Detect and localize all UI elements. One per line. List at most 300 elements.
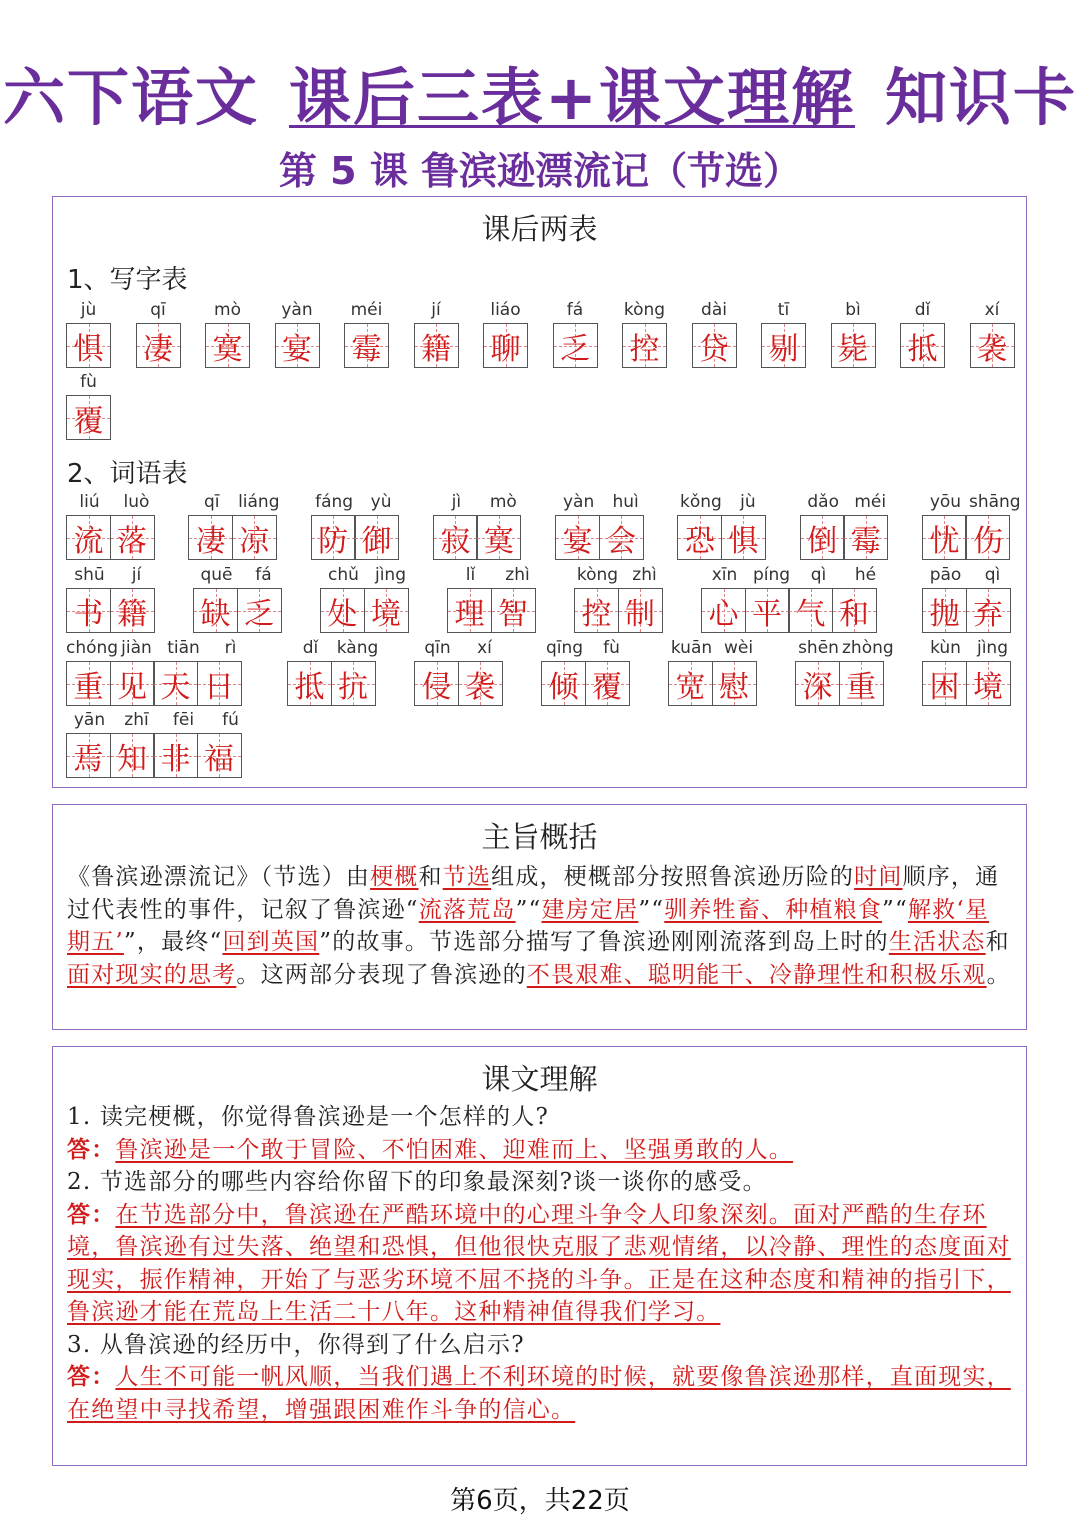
char-pinyin: dǐ — [914, 300, 931, 320]
word-char: 倒 — [807, 523, 838, 559]
key-phrase: 回到英国 — [222, 929, 320, 955]
write-char — [205, 297, 250, 368]
word-char-grid — [66, 661, 111, 706]
word-char: 惧 — [728, 523, 759, 559]
word-pinyin-syllable: kàng — [336, 638, 379, 658]
word-item — [668, 635, 762, 706]
word-char: 寞 — [483, 523, 514, 559]
char-grid — [970, 323, 1015, 368]
word-cells — [193, 588, 287, 633]
write-char — [900, 297, 945, 368]
answer-block — [67, 1361, 1013, 1426]
word-char: 寂 — [440, 523, 471, 559]
char-pinyin: méi — [350, 300, 383, 320]
theme-title: 主旨概括 — [481, 820, 598, 854]
word-char-grid — [193, 588, 238, 633]
word-item — [188, 489, 282, 560]
word-cells — [414, 661, 508, 706]
word-item — [311, 489, 405, 560]
word-item — [701, 562, 889, 633]
word-char: 侵 — [421, 669, 452, 705]
write-char — [622, 297, 667, 368]
word-pinyin — [555, 489, 649, 515]
word-pinyin-syllable: shāng — [968, 492, 1021, 512]
title-left: 六下语文 — [3, 61, 260, 134]
answer-text: 人生不可能一帆风顺，当我们遇上不利环境的时候，就要像鲁滨逊那样，直面现实，在绝望中寻找希望，增强跟困难作斗争的信心。 — [67, 1364, 1011, 1423]
write-char — [275, 297, 320, 368]
char-pinyin: jí — [431, 300, 441, 320]
word-char-grid — [110, 661, 155, 706]
word-pinyin — [795, 635, 894, 661]
word-cells — [922, 588, 1016, 633]
word-pinyin-syllable: zhòng — [842, 638, 894, 658]
word-cells — [447, 588, 541, 633]
char-pinyin: jù — [80, 300, 97, 320]
key-phrase: 不畏艰难、聪明能干、冷静理性和积极乐观 — [526, 961, 987, 988]
answer-text: 在节选部分中，鲁滨逊在严酷环境中的心理斗争令人印象深刻。面对严酷的生存环境，鲁滨逊有过失落、绝望和恐惧，但他很快克服了悲观情绪，以冷静、理性的态度面对现实，振作精神，开始了与恶劣环境不屈不挠的斗争。正是在这种态度和精神的指引下，鲁滨逊才能在荒岛上生活二十八年。这种精神值得我们学习。 — [67, 1201, 1011, 1325]
word-char-grid — [414, 661, 459, 706]
word-pinyin — [447, 562, 541, 588]
word-pinyin — [311, 489, 405, 515]
word-char-grid — [331, 661, 376, 706]
theme-text: 和 — [985, 929, 1010, 955]
write-char — [136, 297, 181, 368]
word-char-grid — [745, 588, 790, 633]
word-pinyin — [320, 562, 414, 588]
word-pinyin-syllable: liáng — [238, 492, 280, 512]
word-char-grid — [922, 588, 967, 633]
word-char: 困 — [929, 669, 960, 705]
word-char: 御 — [361, 523, 392, 559]
theme-text: 和 — [418, 864, 443, 890]
word-item — [677, 489, 771, 560]
word-pinyin-syllable: huì — [612, 492, 639, 512]
word-pinyin-syllable: wèi — [723, 638, 754, 658]
theme-text: 顺序，通过代表性的事件，记叙了鲁滨逊“ — [67, 864, 1000, 923]
char-pinyin: kòng — [623, 300, 666, 320]
tables-title: 课后两表 — [481, 212, 598, 246]
word-char: 籍 — [117, 596, 147, 632]
word-pinyin — [433, 489, 527, 515]
word-item — [555, 489, 649, 560]
char-pinyin: fù — [80, 372, 97, 392]
word-char: 宴 — [562, 523, 593, 559]
word-pinyin — [188, 489, 282, 515]
word-pinyin-syllable: kùn — [930, 638, 961, 658]
word-item — [795, 635, 894, 706]
write-char-row — [66, 297, 1039, 368]
word-pinyin-syllable: jìng — [374, 565, 406, 585]
word-item — [922, 489, 1021, 560]
theme-text: 《鲁滨逊漂流记》（节选）由 — [67, 864, 371, 890]
word-char: 重 — [73, 669, 104, 705]
word-char-grid — [574, 588, 619, 633]
word-char: 天 — [160, 669, 191, 705]
char-glyph: 凄 — [143, 331, 173, 367]
theme-text: ”“ — [638, 896, 665, 923]
word-char: 重 — [846, 669, 876, 705]
word-char: 抗 — [338, 669, 368, 705]
word-pinyin-syllable: kuān — [670, 638, 713, 658]
word-pinyin — [66, 707, 254, 733]
word-pinyin-syllable: hé — [854, 565, 877, 585]
word-char: 倾 — [548, 669, 579, 705]
word-char: 防 — [318, 523, 349, 559]
word-char: 深 — [802, 669, 833, 705]
theme-paragraph — [67, 861, 1013, 991]
char-pinyin: xí — [984, 300, 1000, 320]
char-grid — [414, 323, 459, 368]
word-pinyin-syllable: qīn — [424, 638, 451, 658]
word-item — [447, 562, 541, 633]
key-phrase: 解救‘星期五’ — [67, 896, 990, 955]
word-char: 理 — [454, 596, 485, 632]
word-char-grid — [311, 515, 356, 560]
theme-text: ”“ — [515, 896, 542, 923]
word-cells — [795, 661, 889, 706]
answer-block — [67, 1134, 1013, 1167]
word-table-title: 2、词语表 — [67, 459, 188, 489]
word-item — [66, 562, 160, 633]
word-char-grid — [843, 515, 888, 560]
word-char-grid — [555, 515, 600, 560]
word-pinyin-syllable: pāo — [929, 565, 962, 585]
theme-section — [52, 804, 1027, 1030]
word-pinyin-syllable: jù — [740, 492, 756, 512]
char-glyph: 剔 — [768, 331, 799, 367]
word-pinyin — [677, 489, 771, 515]
word-char-grid — [66, 588, 111, 633]
char-glyph: 袭 — [977, 331, 1007, 367]
word-char: 平 — [752, 596, 782, 632]
word-char: 制 — [625, 596, 655, 632]
word-pinyin-syllable: jì — [451, 492, 462, 512]
word-pinyin — [287, 635, 381, 661]
word-cells — [668, 661, 762, 706]
word-char-grid — [153, 733, 198, 778]
word-char: 覆 — [592, 669, 622, 705]
write-char — [553, 297, 598, 368]
word-pinyin-syllable: zhì — [505, 565, 530, 585]
word-pinyin-syllable: yōu — [929, 492, 962, 512]
word-pinyin-syllable: tiān — [167, 638, 200, 658]
word-cells — [320, 588, 414, 633]
char-grid — [205, 323, 250, 368]
write-char — [344, 297, 389, 368]
word-pinyin — [922, 562, 1016, 588]
char-pinyin: qī — [150, 300, 166, 320]
word-char: 知 — [117, 741, 147, 777]
word-char-grid — [668, 661, 713, 706]
word-pinyin-syllable: luò — [123, 492, 150, 512]
word-char-grid — [966, 588, 1011, 633]
word-char-grid — [458, 661, 503, 706]
write-char — [831, 297, 876, 368]
word-char: 气 — [795, 596, 826, 632]
word-item — [541, 635, 635, 706]
word-char: 恐 — [684, 523, 715, 559]
word-pinyin-syllable: xīn — [711, 565, 738, 585]
write-char — [66, 369, 111, 440]
word-pinyin-syllable: jí — [131, 565, 142, 585]
word-cells — [433, 515, 527, 560]
write-char — [66, 297, 111, 368]
word-cells — [677, 515, 771, 560]
char-grid — [483, 323, 528, 368]
word-pinyin-syllable: rì — [224, 638, 237, 658]
word-char: 焉 — [73, 741, 104, 777]
char-glyph: 控 — [629, 331, 660, 367]
word-char: 日 — [204, 669, 234, 705]
qa-section — [52, 1046, 1027, 1466]
word-char-grid — [800, 515, 845, 560]
word-char-grid — [110, 515, 155, 560]
word-pinyin-syllable: kòng — [576, 565, 619, 585]
word-pinyin-syllable: méi — [854, 492, 887, 512]
word-char: 弃 — [973, 596, 1003, 632]
word-char-grid — [712, 661, 757, 706]
word-pinyin-syllable: dǎo — [807, 492, 839, 512]
char-grid — [622, 323, 667, 368]
word-char-grid — [287, 661, 332, 706]
word-pinyin — [668, 635, 762, 661]
char-grid — [275, 323, 320, 368]
question-text: 1. 读完梗概，你觉得鲁滨逊是一个怎样的人? — [67, 1104, 549, 1130]
word-char: 抵 — [294, 669, 325, 705]
word-item — [320, 562, 414, 633]
word-char-grid — [585, 661, 630, 706]
word-char-grid — [491, 588, 536, 633]
word-char: 和 — [839, 596, 869, 632]
char-grid — [66, 395, 111, 440]
word-char-grid — [188, 515, 233, 560]
char-glyph: 覆 — [73, 403, 104, 439]
word-cells — [188, 515, 282, 560]
key-phrase: 梗概 — [370, 864, 419, 890]
theme-text: 。这两部分表现了鲁滨逊的 — [236, 961, 527, 988]
theme-text: ”的故事。节选部分描写了鲁滨逊刚刚流落到岛上时的 — [319, 929, 889, 955]
word-char-grid — [788, 588, 833, 633]
word-pinyin-syllable: yù — [370, 492, 392, 512]
word-pinyin-syllable: kǒng — [680, 492, 722, 512]
key-phrase: 面对现实的思考 — [67, 961, 237, 988]
title-right: 知识卡 — [884, 61, 1077, 134]
char-grid — [66, 323, 111, 368]
word-char-grid — [721, 515, 766, 560]
word-pinyin-syllable: qì — [810, 565, 827, 585]
theme-text: 。 — [986, 961, 1011, 988]
word-row — [66, 707, 1016, 778]
word-item — [66, 707, 254, 778]
write-char — [692, 297, 737, 368]
word-pinyin-syllable: chǔ — [328, 565, 359, 585]
tables-section — [52, 196, 1027, 788]
word-cells — [701, 588, 889, 633]
page-title — [0, 48, 1080, 137]
word-char: 缺 — [200, 596, 231, 632]
answer-label: 答： — [67, 1200, 116, 1228]
word-pinyin-syllable: zhī — [124, 710, 149, 730]
word-char-grid — [677, 515, 722, 560]
word-pinyin-syllable: lǐ — [465, 565, 476, 585]
char-grid — [831, 323, 876, 368]
word-pinyin-syllable: yàn — [562, 492, 595, 512]
word-item — [414, 635, 508, 706]
word-char: 流 — [73, 523, 104, 559]
word-pinyin-syllable: mò — [489, 492, 517, 512]
word-pinyin-syllable: qīng — [545, 638, 584, 658]
word-pinyin — [541, 635, 635, 661]
char-grid — [761, 323, 806, 368]
key-phrase: 生活状态 — [888, 929, 986, 955]
write-char — [483, 297, 528, 368]
word-cells — [287, 661, 381, 706]
word-char: 忧 — [929, 523, 960, 559]
word-char: 伤 — [972, 523, 1003, 559]
word-char-grid — [922, 515, 967, 560]
word-char: 心 — [708, 596, 739, 632]
key-phrase: 节选 — [442, 864, 492, 890]
word-char-grid — [197, 661, 242, 706]
word-char: 见 — [117, 669, 147, 705]
qa-list — [67, 1101, 1013, 1426]
word-pinyin-syllable: fēi — [172, 710, 195, 730]
word-char-grid — [447, 588, 492, 633]
word-pinyin-syllable: quē — [200, 565, 233, 585]
word-char: 慰 — [719, 669, 749, 705]
word-pinyin — [800, 489, 894, 515]
word-char-grid — [320, 588, 365, 633]
char-glyph: 抵 — [907, 331, 938, 367]
char-pinyin: fá — [566, 300, 584, 320]
write-char — [761, 297, 806, 368]
theme-text: ”“ — [882, 896, 908, 923]
char-glyph: 聊 — [490, 331, 521, 367]
word-char-grid — [618, 588, 663, 633]
word-pinyin-syllable: píng — [752, 565, 791, 585]
word-item — [922, 562, 1016, 633]
word-char-grid — [232, 515, 277, 560]
word-pinyin — [414, 635, 508, 661]
word-item — [193, 562, 287, 633]
question-text: 2. 节选部分的哪些内容给你留下的印象最深刻?谈一谈你的感受。 — [67, 1169, 767, 1195]
word-cells — [66, 588, 160, 633]
word-pinyin-syllable: qī — [204, 492, 220, 512]
word-char-grid — [237, 588, 282, 633]
word-char-grid — [832, 588, 877, 633]
word-row — [66, 562, 1016, 633]
word-item — [433, 489, 527, 560]
word-pinyin-syllable: fáng — [315, 492, 354, 512]
word-row — [66, 489, 1021, 560]
word-pinyin — [922, 635, 1016, 661]
word-item — [922, 635, 1016, 706]
key-phrase: 时间 — [854, 864, 903, 890]
word-char-grid — [795, 661, 840, 706]
word-cells — [574, 588, 668, 633]
word-char: 会 — [606, 523, 637, 559]
theme-text: 组成，梗概部分按照鲁滨逊历险的 — [491, 864, 855, 890]
char-glyph: 乏 — [560, 331, 590, 367]
write-table-title: 1、写字表 — [67, 265, 188, 295]
word-char-grid — [364, 588, 409, 633]
word-pinyin-syllable: dǐ — [302, 638, 319, 658]
word-cells — [66, 515, 160, 560]
word-char-grid — [110, 733, 155, 778]
word-pinyin-syllable: liú — [79, 492, 100, 512]
word-char-grid — [433, 515, 478, 560]
word-cells — [922, 661, 1016, 706]
word-char-grid — [66, 733, 111, 778]
word-char: 境 — [973, 669, 1003, 705]
word-pinyin-syllable: shēn — [798, 638, 839, 658]
word-item — [574, 562, 668, 633]
word-char: 霉 — [850, 523, 881, 559]
qa-title: 课文理解 — [481, 1062, 598, 1096]
word-char: 乏 — [244, 596, 274, 632]
word-cells — [311, 515, 405, 560]
word-char: 非 — [160, 741, 191, 777]
key-phrase: 建房定居 — [541, 896, 639, 923]
word-item — [66, 489, 160, 560]
char-grid — [692, 323, 737, 368]
write-char — [414, 297, 459, 368]
word-char: 宽 — [675, 669, 706, 705]
word-char-grid — [354, 515, 399, 560]
word-pinyin-syllable: fù — [603, 638, 620, 658]
word-pinyin-syllable: fú — [222, 710, 239, 730]
word-char: 落 — [117, 523, 147, 559]
word-pinyin-syllable: yān — [73, 710, 106, 730]
word-cells — [66, 661, 254, 706]
word-pinyin — [66, 562, 160, 588]
word-char-grid — [966, 661, 1011, 706]
word-pinyin — [66, 635, 254, 661]
char-glyph: 惧 — [73, 331, 104, 367]
answer-text: 鲁滨逊是一个敢于冒险、不怕困难、迎难而上、坚强勇敢的人。 — [115, 1136, 794, 1163]
word-char-grid — [839, 661, 884, 706]
word-pinyin-syllable: shū — [74, 565, 105, 585]
word-pinyin — [193, 562, 287, 588]
word-pinyin-syllable: fá — [255, 565, 272, 585]
word-char-grid — [922, 661, 967, 706]
char-pinyin: yàn — [281, 300, 313, 320]
word-char: 凉 — [239, 523, 270, 559]
char-glyph: 贷 — [699, 331, 729, 367]
word-pinyin — [922, 489, 1021, 515]
write-char — [970, 297, 1015, 368]
key-phrase: 驯养牲畜、种植粮食 — [664, 896, 883, 923]
char-pinyin: mò — [214, 300, 241, 320]
answer-label: 答： — [67, 1363, 116, 1390]
word-pinyin-syllable: jìng — [976, 638, 1008, 658]
word-char: 境 — [371, 596, 401, 632]
char-pinyin: liáo — [490, 300, 521, 320]
word-char-grid — [965, 515, 1010, 560]
word-char: 书 — [73, 596, 104, 632]
word-char-grid — [153, 661, 198, 706]
word-char-grid — [701, 588, 746, 633]
word-char: 智 — [498, 596, 528, 632]
word-item — [287, 635, 381, 706]
char-pinyin: dài — [701, 300, 727, 320]
answer-block — [67, 1199, 1013, 1329]
title-mid: 课后三表+课文理解 — [289, 61, 855, 134]
word-cells — [922, 515, 1016, 560]
word-pinyin-syllable: jiàn — [121, 638, 152, 658]
word-char: 袭 — [465, 669, 495, 705]
char-glyph: 宴 — [282, 331, 312, 367]
